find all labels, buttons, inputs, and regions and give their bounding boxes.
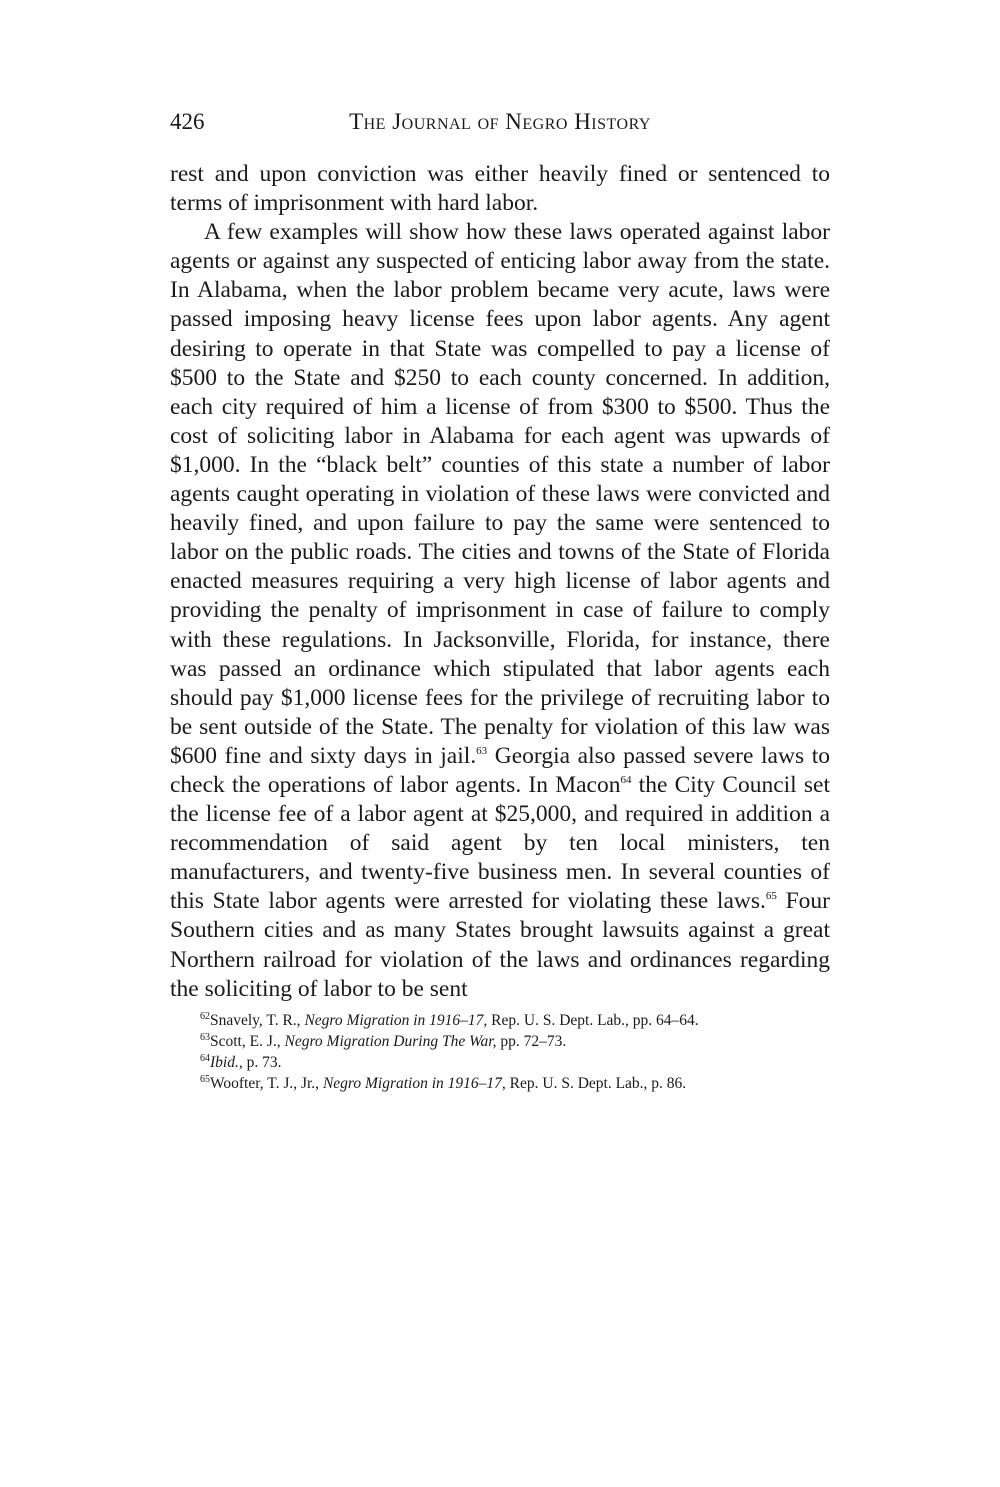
footnote-author: Scott, E. J., (210, 1032, 285, 1050)
paragraph-text-1: A few examples will show how these laws operated against labor agents or against any suspected of enticing labor away from the state. In Alabama, when the labor problem became very acute, laws were passed imposing heavy license fees upon labor agents. Any agent desiring to operate in that State was compelled to pay a license of $500 to the State and $250 to each county concerned. In addition, each city required of him a license of from $300 to $500. Thus the cost of soliciting labor in Alabama for each agent was upwards of $1,000. In the “black belt” counties of this state a number of labor agents caught operating in violation of these laws were convicted and heavily fined, and upon failure to pay the same were sentenced to labor on the public roads. The cities and towns of the State of Florida enacted measures requiring a very high license of labor agents and providing the penalty of imprisonment in case of failure to comply with these regulations. In Jacksonville, Florida, for instance, there was passed an ordinance which stipulated that labor agents each should pay $1,000 license fees for the privilege of recruiting labor to be sent outside of the State. The penalty for violation of this law was $600 fine and sixty days in jail. (170, 219, 830, 769)
footnote-ref-63: 63 (476, 745, 488, 758)
footnote-number: 63 (200, 1031, 210, 1043)
footnote-63 (170, 1031, 830, 1052)
paragraph-text-3: the City Council set the license fee of a labor agent at $25,000, and required in addition a recommendation of said agent by ten local ministers, ten manufacturers, and twenty-five business men. In several counties of this State labor agents were arrested for violating these laws. (170, 771, 830, 915)
page-number: 426 (170, 109, 205, 134)
footnote-title: Ibid., (210, 1053, 243, 1071)
paragraph-labor-laws (170, 218, 830, 1004)
journal-title: The Journal of Negro History (349, 109, 651, 134)
footnote-rest: Rep. U. S. Dept. Lab., p. 86. (505, 1074, 687, 1092)
footnote-title: Negro Migration in 1916–17, (304, 1011, 488, 1029)
paragraph-text-4: Four Southern cities and as many States brought lawsuits against a great Northern railroad for violation of the laws and ordinances regarding the soliciting of labor to be sent (170, 888, 830, 1002)
footnote-rest: pp. 72–73. (496, 1032, 567, 1050)
footnotes (170, 1010, 830, 1094)
footnote-number: 64 (200, 1052, 210, 1064)
running-head (170, 102, 830, 142)
footnote-title: Negro Migration in 1916–17, (322, 1074, 506, 1092)
paragraph-continuation: rest and upon conviction was either heavily fined or sentenced to terms of imprisonment with hard labor. (170, 161, 830, 217)
footnote-rest: Rep. U. S. Dept. Lab., pp. 64–64. (487, 1011, 699, 1029)
footnote-rest: p. 73. (242, 1053, 282, 1071)
footnote-64 (170, 1052, 830, 1073)
footnote-65 (170, 1073, 830, 1094)
footnote-62 (170, 1010, 830, 1031)
footnote-number: 62 (200, 1010, 210, 1022)
body-text (170, 160, 830, 1004)
footnote-ref-65: 65 (765, 890, 777, 903)
document-page (170, 102, 830, 1094)
paragraph-text-2: Georgia also passed severe laws to check the operations of labor agents. In Macon (170, 742, 830, 798)
footnote-number: 65 (200, 1073, 210, 1085)
footnote-title: Negro Migration During The War, (284, 1032, 497, 1050)
footnote-ref-64: 64 (620, 774, 632, 787)
footnote-author: Snavely, T. R., (210, 1011, 305, 1029)
footnote-author: Woofter, T. J., Jr., (210, 1074, 323, 1092)
